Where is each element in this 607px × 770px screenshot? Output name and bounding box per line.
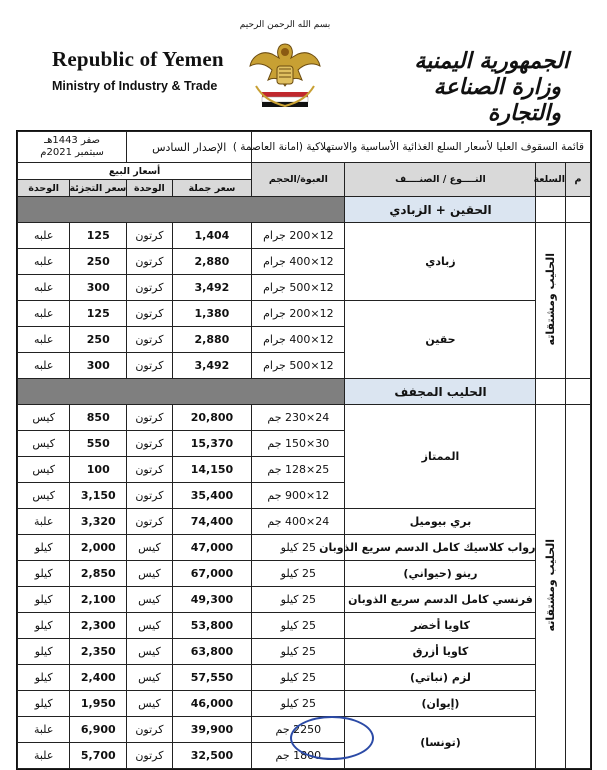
retail-unit: كيس (18, 405, 70, 431)
table-row (18, 613, 591, 639)
ministry-subtitle: Ministry of Industry & Trade (52, 79, 218, 93)
product-name: الممتاز (345, 405, 536, 509)
retail-unit: علبة (18, 743, 70, 769)
product-name: لزم (نباتي) (345, 665, 536, 691)
product-name: كاويا أزرق (345, 639, 536, 665)
retail-price: 6,900 (70, 717, 127, 743)
wholesale-unit: كيس (127, 665, 172, 691)
wholesale-unit: كرتون (127, 483, 172, 509)
wholesale-price: 1,380 (172, 301, 252, 327)
retail-price: 2,000 (70, 535, 127, 561)
row-number-cell (566, 405, 591, 769)
retail-price: 250 (70, 249, 127, 275)
wholesale-price: 1,404 (172, 223, 252, 249)
retail-unit: كيلو (18, 691, 70, 717)
wholesale-price: 3,492 (172, 275, 252, 301)
retail-unit: كيلو (18, 613, 70, 639)
wholesale-unit: كرتون (127, 457, 172, 483)
section-m-cell (566, 197, 591, 223)
official-stamp (290, 716, 374, 760)
table-row (18, 223, 591, 249)
ministry-title-ar: وزارة الصناعة والتجارة (433, 74, 561, 126)
product-name: رينو (حيواني) (345, 561, 536, 587)
retail-unit: علبه (18, 353, 70, 379)
col-m: م (566, 163, 591, 197)
retail-price: 125 (70, 223, 127, 249)
pack-size: 30×150 جم (252, 431, 345, 457)
header-arabic (379, 48, 569, 126)
pack-size: 25 كيلو (252, 561, 345, 587)
wholesale-price: 63,800 (172, 639, 252, 665)
date-cell (18, 132, 127, 163)
retail-price: 300 (70, 353, 127, 379)
wholesale-price: 14,150 (172, 457, 252, 483)
table-row (18, 509, 591, 535)
pack-size: 24×230 جم (252, 405, 345, 431)
table-row (18, 561, 591, 587)
retail-price: 250 (70, 327, 127, 353)
retail-unit: علبه (18, 327, 70, 353)
product-name: رواب كلاسيك كامل الدسم سريع الذوبان (345, 535, 536, 561)
yemen-eagle-emblem-icon (248, 36, 322, 114)
section-row (18, 197, 591, 223)
section-row (18, 379, 591, 405)
commodity-category-cell (536, 405, 566, 769)
wholesale-price: 2,880 (172, 249, 252, 275)
wholesale-unit: كيس (127, 587, 172, 613)
pack-size: 25 كيلو (252, 535, 345, 561)
table-row (18, 535, 591, 561)
table-body (18, 197, 591, 769)
retail-price: 100 (70, 457, 127, 483)
retail-unit: كيلو (18, 587, 70, 613)
retail-unit: كيلو (18, 665, 70, 691)
pack-size: 2250 جم (252, 717, 345, 743)
wholesale-price: 67,000 (172, 561, 252, 587)
retail-price: 2,850 (70, 561, 127, 587)
product-name: (إيوان) (345, 691, 536, 717)
pack-size: 12×400 جرام (252, 327, 345, 353)
pack-size: 25 كيلو (252, 639, 345, 665)
retail-unit: علبه (18, 275, 70, 301)
col-sale-prices: أسعار البيع (18, 163, 252, 180)
wholesale-price: 35,400 (172, 483, 252, 509)
retail-unit: علبة (18, 509, 70, 535)
wholesale-price: 47,000 (172, 535, 252, 561)
retail-price: 125 (70, 301, 127, 327)
col-retail: سعر التجزئة (70, 180, 127, 197)
col-type: النــــوع / الصنــــف (345, 163, 536, 197)
table-row (18, 665, 591, 691)
section-m-cell (566, 379, 591, 405)
pack-size: 12×200 جرام (252, 223, 345, 249)
table-row (18, 639, 591, 665)
wholesale-price: 20,800 (172, 405, 252, 431)
table-row (18, 587, 591, 613)
retail-unit: كيس (18, 483, 70, 509)
commodity-category-label: الحليب ومشتقاته (544, 538, 558, 632)
wholesale-unit: كرتون (127, 327, 172, 353)
row-number-cell (566, 223, 591, 379)
section-divider (18, 197, 345, 223)
wholesale-price: 2,880 (172, 327, 252, 353)
table-row (18, 301, 591, 327)
section-commodity-cell (536, 379, 566, 405)
republic-title: Republic of Yemen (52, 47, 224, 71)
pack-size: 25 كيلو (252, 587, 345, 613)
product-name: (تونسا) (345, 717, 536, 769)
retail-unit: كيلو (18, 535, 70, 561)
table-row (18, 405, 591, 431)
retail-unit: علبه (18, 301, 70, 327)
retail-price: 2,300 (70, 613, 127, 639)
title-row (18, 132, 591, 163)
pack-size: 24×400 جم (252, 509, 345, 535)
retail-unit: كيلو (18, 639, 70, 665)
retail-price: 1,950 (70, 691, 127, 717)
pack-size: 25 كيلو (252, 613, 345, 639)
wholesale-unit: كرتون (127, 717, 172, 743)
pack-size: 25 كيلو (252, 665, 345, 691)
product-name: فرنسي كامل الدسم سريع الذوبان (345, 587, 536, 613)
gregorian-date: سبتمبر 2021م (40, 147, 104, 158)
section-commodity-cell (536, 197, 566, 223)
retail-price: 300 (70, 275, 127, 301)
wholesale-price: 74,400 (172, 509, 252, 535)
col-wholesale: سعر جملة (172, 180, 252, 197)
retail-price: 5,700 (70, 743, 127, 769)
product-name: بري بيوميل (345, 509, 536, 535)
commodity-category-cell (536, 223, 566, 379)
retail-unit: علبه (18, 249, 70, 275)
product-name: حقين (345, 301, 536, 379)
retail-unit: كيس (18, 457, 70, 483)
basmala-text: بسم الله الرحمن الرحيم (239, 20, 331, 30)
section-title: الحقين + الزبادي (345, 197, 536, 223)
wholesale-unit: كيس (127, 561, 172, 587)
retail-price: 850 (70, 405, 127, 431)
retail-price: 550 (70, 431, 127, 457)
list-title: قائمة السقوف العليا لأسعار السلع الغذائية الأساسية والاستهلاكية (امانة العاصمة ) (252, 132, 591, 163)
wholesale-unit: كرتون (127, 509, 172, 535)
wholesale-price: 49,300 (172, 587, 252, 613)
wholesale-unit: كرتون (127, 301, 172, 327)
pack-size: 12×200 جرام (252, 301, 345, 327)
pack-size: 12×500 جرام (252, 353, 345, 379)
col-unit2: الوحدة (18, 180, 70, 197)
wholesale-price: 32,500 (172, 743, 252, 769)
wholesale-unit: كرتون (127, 431, 172, 457)
retail-price: 3,150 (70, 483, 127, 509)
wholesale-unit: كرتون (127, 405, 172, 431)
wholesale-price: 57,550 (172, 665, 252, 691)
retail-price: 2,100 (70, 587, 127, 613)
col-unit1: الوحدة (127, 180, 172, 197)
wholesale-price: 15,370 (172, 431, 252, 457)
wholesale-price: 39,900 (172, 717, 252, 743)
retail-unit: كيس (18, 431, 70, 457)
wholesale-unit: كرتون (127, 223, 172, 249)
wholesale-unit: كرتون (127, 249, 172, 275)
wholesale-unit: كيس (127, 639, 172, 665)
column-header-row (18, 163, 591, 180)
table-row (18, 691, 591, 717)
retail-price: 2,350 (70, 639, 127, 665)
pack-size: 12×400 جرام (252, 249, 345, 275)
hijri-date: صفر 1443هـ (44, 135, 101, 146)
col-pack: العبوة/الحجم (252, 163, 345, 197)
retail-price: 3,320 (70, 509, 127, 535)
retail-unit: علبة (18, 717, 70, 743)
wholesale-unit: كيس (127, 691, 172, 717)
product-name: كاويا أخضر (345, 613, 536, 639)
retail-price: 2,400 (70, 665, 127, 691)
wholesale-price: 53,800 (172, 613, 252, 639)
commodity-category-label: الحليب ومشتقاته (544, 252, 558, 346)
pack-size: 1800 جم (252, 743, 345, 769)
product-name: زبادي (345, 223, 536, 301)
pack-size: 12×900 جم (252, 483, 345, 509)
wholesale-price: 46,000 (172, 691, 252, 717)
header-english (52, 47, 242, 93)
pack-size: 25×128 جم (252, 457, 345, 483)
edition-label: الإصدار السادس (127, 132, 252, 163)
price-list-table (16, 130, 592, 770)
retail-unit: علبه (18, 223, 70, 249)
republic-title-ar: الجمهورية اليمنية (414, 48, 569, 74)
wholesale-unit: كرتون (127, 275, 172, 301)
wholesale-unit: كيس (127, 535, 172, 561)
col-commodity: السلعة (536, 163, 566, 197)
pack-size: 25 كيلو (252, 691, 345, 717)
wholesale-unit: كرتون (127, 353, 172, 379)
section-divider (18, 379, 345, 405)
pack-size: 12×500 جرام (252, 275, 345, 301)
wholesale-price: 3,492 (172, 353, 252, 379)
retail-unit: كيلو (18, 561, 70, 587)
wholesale-unit: كرتون (127, 743, 172, 769)
section-title: الحليب المجفف (345, 379, 536, 405)
wholesale-unit: كيس (127, 613, 172, 639)
